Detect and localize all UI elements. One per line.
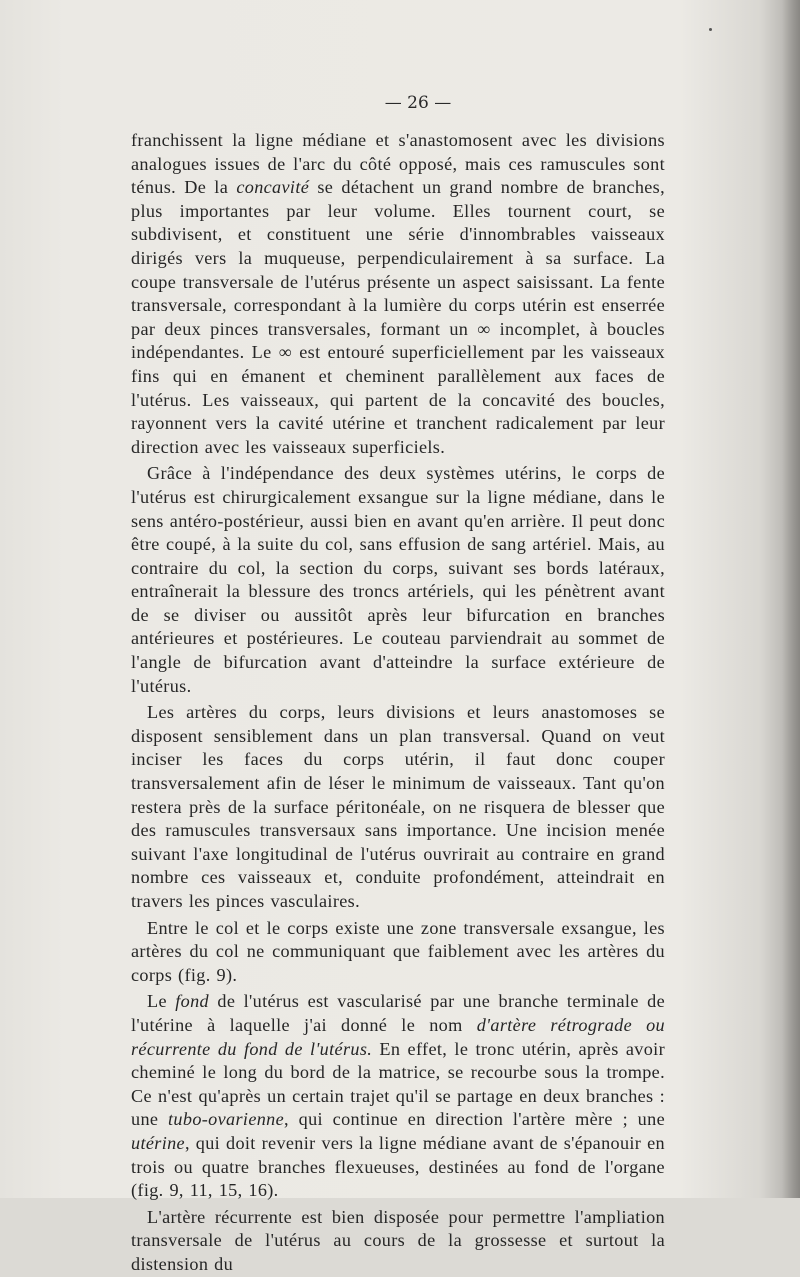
text-segment: Les artères du corps, leurs divisions et leurs anastomoses se disposent sensiblement dans un plan transversal. Quand on veut inciser les faces du corps utérin, il faut donc couper transversalement afin de léser le minimum de vaisseaux. Tant qu'on restera près de la surface péritonéale, on ne risquera de blesser que des ramuscules transversaux sans importance. Une incision menée suivant l'axe longitudinal de l'utérus ouvrirait au contraire en grand nombre ces vaisseaux et, conduite profondément, atteindrait en travers les pinces vasculaires. <box>131 702 665 911</box>
paragraph-3 <box>131 701 665 913</box>
text-segment: L'artère récurrente est bien disposée pour permettre l'ampliation transversale de l'utérus au cours de la grossesse et surtout la distension du <box>131 1206 665 1274</box>
text-segment: Entre le col et le corps existe une zone transversale exsangue, les artères du col ne communiquant que faiblement avec les artères du corps (fig. 9). <box>131 917 665 985</box>
paragraph-6 <box>131 1206 665 1277</box>
text-segment: Le <box>147 991 176 1012</box>
page-edge-shadow <box>782 0 800 1198</box>
paragraph-4 <box>131 917 665 988</box>
paragraph-2 <box>131 462 665 698</box>
italic-term: concavité <box>236 177 310 198</box>
text-segment: se détachent un grand nombre de branches, plus importantes par leur volume. Elles tournent court, se subdivisent, et constituent une série d'innombrables vaisseaux dirigés vers la muqueuse, perpendiculairement à sa surface. La coupe transversale de l'utérus présente un aspect saisissant. La fente transversale, correspondant à la lumière du corps utérin est enserrée par deux pinces transversales, formant un ∞ incomplet, à boucles indépendantes. Le ∞ est entouré superficiellement par les vaisseaux fins qui en émanent et cheminent parallèlement aux faces de l'utérus. Les vaisseaux, qui partent de la concavité des boucles, rayonnent vers la cavité utérine et tranchent radicalement par leur direction avec les vaisseaux superficiels. <box>131 177 666 457</box>
italic-term: fond <box>175 991 209 1012</box>
italic-term: d'artère rétrograde ou récurrente du fond de l'utérus. <box>131 1014 665 1059</box>
body-text <box>131 129 665 1277</box>
page-number: — 26 — <box>384 93 452 113</box>
text-segment: franchissent la ligne médiane et s'anastomosent avec les divisions analogues issues de l'arc du côté opposé, mais ces ramuscules sont ténus. De la <box>131 130 665 198</box>
italic-term: tubo-ovarienne <box>168 1109 285 1130</box>
ink-speck <box>709 28 712 31</box>
text-segment: En effet, le tronc utérin, après avoir cheminé le long du bord de la matrice, se recourbe sous la trompe. Ce n'est qu'après un certain trajet qu'il se partage en deux branches : une <box>131 1038 665 1130</box>
text-segment: , qui doit revenir vers la ligne médiane avant de s'épanouir en trois ou quatre branches flexueuses, destinées au fond de l'organe (fig. 9, 11, 15, 16). <box>131 1132 665 1201</box>
italic-term: utérine <box>131 1132 185 1153</box>
text-segment: , qui continue en direction l'artère mère ; une <box>284 1109 665 1130</box>
text-segment: Grâce à l'indépendance des deux systèmes utérins, le corps de l'utérus est chirurgicalement exsangue sur la ligne médiane, dans le sens antéro-postérieur, aussi bien en avant qu'en arrière. Il peut donc être coupé, à la suite du col, sans effusion de sang artériel. Mais, au contraire du col, la section du corps, suivant ses bords latéraux, entraînerait la blessure des troncs artériels, qui les pénètrent avant de se diviser ou aussitôt après leur bifurcation en branches antérieures et postérieures. Le couteau parviendrait au sommet de l'angle de bifurcation avant d'atteindre la surface extérieure de l'utérus. <box>131 463 665 696</box>
paragraph-5 <box>131 990 665 1202</box>
text-segment: de l'utérus est vascularisé par une branche terminale de l'utérine à laquelle j'ai donné le nom <box>131 991 665 1035</box>
paragraph-1 <box>131 129 665 459</box>
